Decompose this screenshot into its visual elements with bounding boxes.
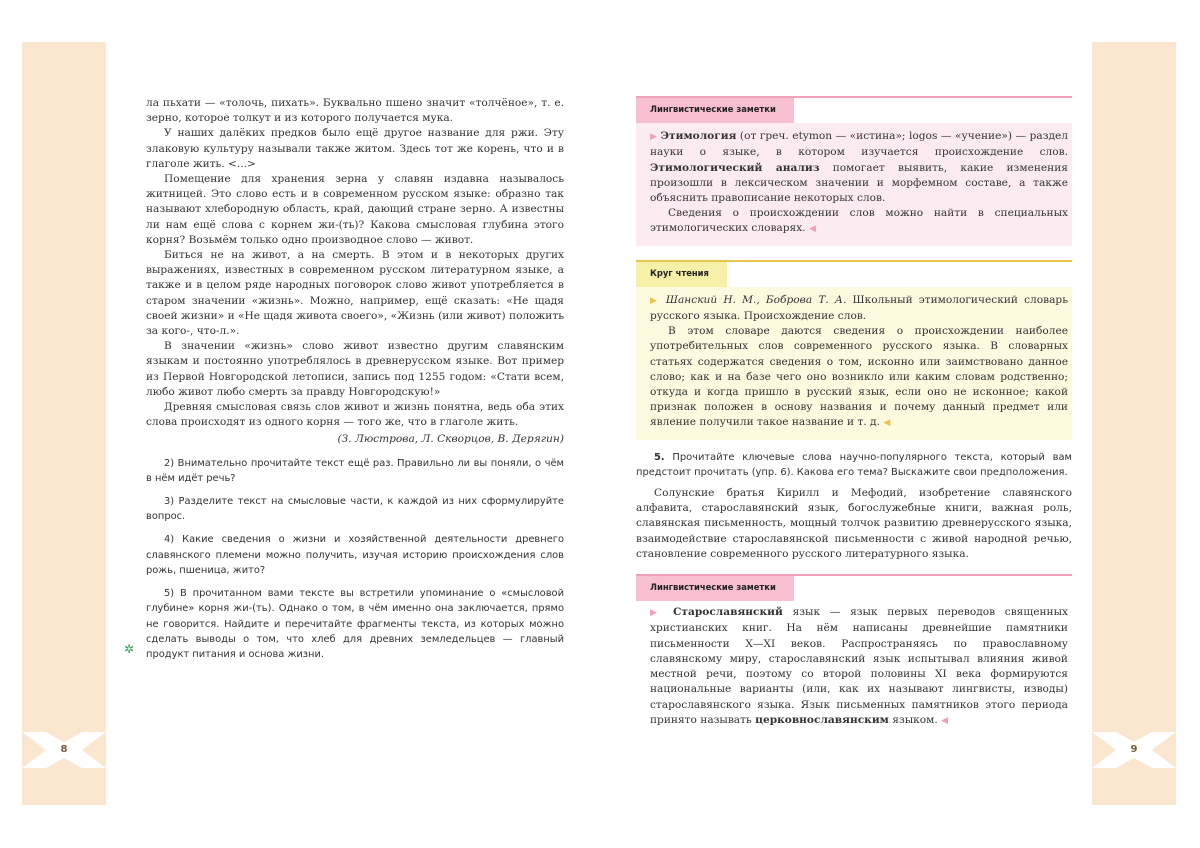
linguistic-notes-box: [636, 96, 1072, 246]
linguistic-notes-box: [636, 574, 1072, 737]
right-page-margin: [1092, 42, 1176, 805]
triangle-left-icon: ◀: [808, 224, 816, 235]
term: Этимологический анализ: [650, 161, 820, 174]
box-body: ▶ Шанский Н. М., Боброва Т. А. Школьный этимологический словарь русского языка. Происхождение слов. В этом словаре даются сведения о происхождении наиболее употребительных слов современного русского языка. В словарных статьях содержатся сведения о том, исконно или заимствовано данное слово; как и на базе чего оно возникло или каким словам родственно; откуда и когда пришло в русский язык, если оно не исконное; какой признак положен в основу названия и почему данный предмет или явление получили такое название и т. д. ◀: [636, 287, 1072, 440]
keywords-paragraph: Солунские братья Кирилл и Мефодий, изобретение славянского алфавита, старославянский язык, богослужебные книги, важная роль, славянская письменность, мощный толчок развитию древнерусского языка, взаимодействие старославянской письменности с живой народной речью, становление современного русского литературного языка.: [636, 487, 1072, 560]
star-icon: ✲: [124, 642, 135, 656]
task-2: 2) Внимательно прочитайте текст ещё раз. Правильно ли вы поняли, о чём в нём идёт речь?: [146, 457, 564, 484]
paragraph: В значении «жизнь» слово живот известно другим славянским языкам и постоянно употреблялось в древнерусском языке. Вот пример из Первой Новгородской летописи, запись под 1255 годом: «Стати всем, любо живот любо смерть за правду Новгородскую!»: [146, 340, 564, 398]
term: Старославянский: [672, 606, 783, 619]
box-header: Лингвистические заметки: [636, 574, 794, 601]
task-4: 4) Какие сведения о жизни и хозяйственной деятельности древнего славянского племени можно получить, изучая историю происхождения слов рожь, пшеница, жито?: [146, 534, 564, 576]
triangle-right-icon: ▶: [650, 295, 660, 306]
triangle-left-icon: ◀: [941, 715, 949, 726]
left-page-text: [146, 96, 564, 670]
triangle-left-icon: ◀: [883, 418, 891, 429]
task-3: 3) Разделите текст на смысловые части, к каждой из них сформулируйте вопрос.: [146, 496, 564, 523]
left-page-margin: [22, 42, 106, 805]
paragraph: Древняя смысловая связь слов живот и жизнь понятна, ведь оба этих слова происходят из одного корня — того же, что в глаголе жить.: [146, 401, 564, 429]
page-number-tab-left: [22, 732, 106, 768]
paragraph: Помещение для хранения зерна у славян издавна называлось житницей. Это слово есть и в современном русском языке: образно так называют хлебородную область, край, дающий стране зерно. А известны ли нам ещё слова с корнем жи-(ть)? Какова смысловая глубина этого корня? Возьмём только одно производное слово — живот.: [146, 173, 564, 246]
paragraph: Биться не на живот, а на смерть. В этом и в некоторых других выражениях, известных в современном русском литературном языке, а также и в целом ряде народных поговорок слово живот употребляется в старом значении «жизнь». Можно, например, ещё сказать: «Не щадя своей жизни» и «Не щадя живота своего», «Жизнь (или живот) положить за кого-, что-л.».: [146, 249, 564, 338]
paragraph: ла пьхати — «толочь, пихать». Буквально пшено значит «толчёное», т. е. зерно, которое толкут и из которого получается мука.: [146, 97, 564, 125]
box-header: Лингвистические заметки: [636, 96, 794, 123]
book-title: Школьный этимологический словарь русского языка. Происхождение слов.: [650, 293, 1068, 323]
page-number-left: 8: [60, 744, 68, 755]
reading-circle-box: [636, 260, 1072, 440]
exercise-5: 5. Прочитайте ключевые слова научно-популярного текста, который вам предстоит прочитать (упр. 6). Какова его тема? Выскажите свои предположения.: [636, 451, 1072, 478]
term: церковнославянским: [755, 713, 889, 726]
box-header: Круг чтения: [636, 260, 727, 287]
term: Этимология: [660, 130, 737, 143]
box-body: ▶ Старославянский язык — язык первых переводов священных христианских книг. На нём написаны древнейшие памятники письменности X—XI веков. Распространяясь по православному славянскому миру, старославянский язык испытывал влияния живой местной речи, поэтому со второй половины XI века формируются национальные варианты (или, как их называют лингвисты, изводы) старославянского языка. Язык письменных памятников этого периода принято называть церковнославянским языком. ◀: [650, 606, 1069, 726]
page-number-right: 9: [1130, 744, 1138, 755]
task-5: 5) В прочитанном вами тексте вы встретили упоминание о «смысловой глубине» корня жи-(ть). Однако о том, в чём именно она заключается, прямо не говорится. Найдите и перечитайте фрагменты текста, из которых можно сделать выводы о том, что хлеб для древних земледельцев — главный продукт питания и основа жизни.: [146, 588, 564, 660]
right-page-text: [636, 96, 1072, 747]
paragraph: У наших далёких предков было ещё другое название для ржи. Эту злаковую культуру называли также житом. Здесь тот же корень, что и в глаголе жить. <...>: [146, 127, 564, 170]
triangle-right-icon: ▶: [650, 132, 658, 143]
page-number-tab-right: [1092, 732, 1176, 768]
box-body: ▶ Этимология (от греч. etymon — «истина»; logos — «учение») — раздел науки о языке, в котором изучается происхождение слов. Этимологический анализ помогает выявить, какие изменения произошли в лексическом значении и морфемном составе, а также объяснить правописание некоторых слов. Сведения о происхождении слов можно найти в специальных этимологических словарях. ◀: [636, 123, 1072, 245]
text-authors: (З. Люстрова, Л. Скворцов, В. Дерягин): [337, 433, 564, 446]
triangle-right-icon: ▶: [650, 608, 664, 619]
book-authors: Шанский Н. М., Боброва Т. А.: [665, 293, 847, 306]
